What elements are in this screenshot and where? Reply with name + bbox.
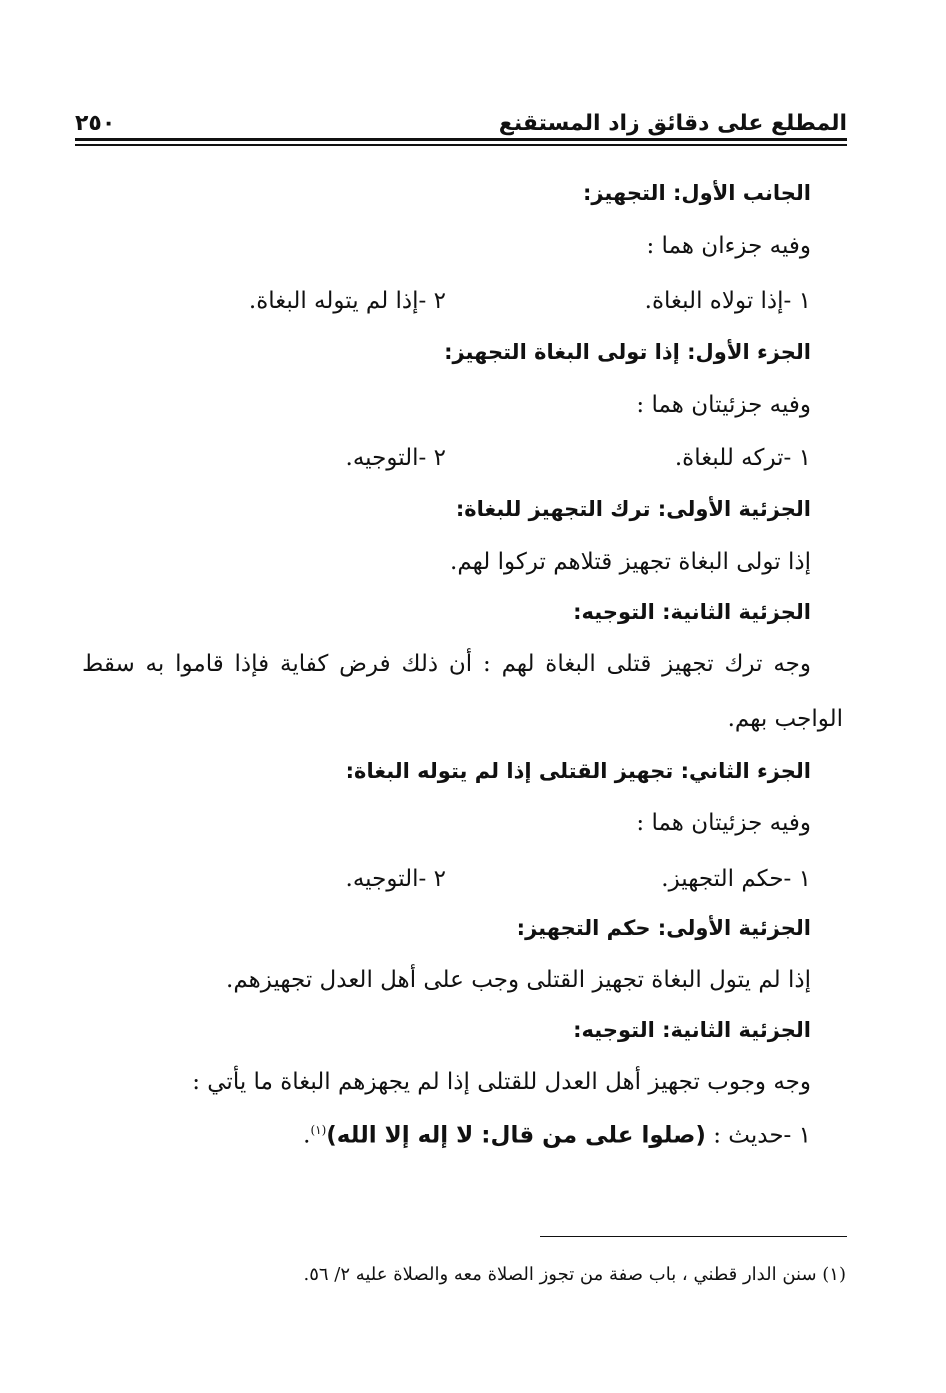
list-prefix: ١ -حديث : (713, 1122, 811, 1149)
subsection-heading: الجزئية الثانية: التوجيه: (573, 600, 811, 624)
header-rule-thick (75, 138, 847, 141)
paragraph: وجه ترك تجهيز قتلى البغاة لهم : أن ذلك فرض كفاية فإذا قاموا به سقط (82, 651, 811, 677)
list-item: ١ -إذا تولاه البغاة. (644, 288, 811, 314)
book-title: المطلع على دقائق زاد المستقنع (498, 111, 847, 136)
paragraph: إذا تولى البغاة تجهيز قتلاهم تركوا لهم. (450, 549, 811, 575)
subsection-heading: الجزء الأول: إذا تولى البغاة التجهيز: (444, 340, 811, 364)
list-item: ٢ -التوجيه. (345, 445, 446, 471)
hadith-quote: (صلوا على من قال: لا إله إلا الله) (326, 1122, 706, 1149)
list-item: ١ -تركه للبغاة. (674, 445, 811, 471)
running-header (75, 96, 847, 136)
list-item: ١ -حكم التجهيز. (661, 866, 811, 892)
paragraph: وفيه جزئيتان هما : (636, 392, 811, 418)
section-heading: الجانب الأول: التجهيز: (582, 181, 811, 205)
list-item: ٢ -التوجيه. (345, 866, 446, 892)
paragraph: وجه وجوب تجهيز أهل العدل للقتلى إذا لم يجهزهم البغاة ما يأتي : (192, 1069, 811, 1095)
page-number: ٢٥٠ (75, 111, 116, 136)
footnote-rule (540, 1236, 847, 1237)
header-rule-thin (75, 144, 847, 146)
subsection-heading: الجزئية الثانية: التوجيه: (573, 1018, 811, 1042)
footnote-ref: (١) (310, 1123, 327, 1137)
hadith-line (303, 1115, 811, 1151)
period: . (303, 1122, 311, 1149)
paragraph: إذا لم يتول البغاة تجهيز القتلى وجب على أهل العدل تجهيزهم. (226, 967, 811, 993)
paragraph: وفيه جزئيتان هما : (636, 810, 811, 836)
paragraph: الواجب بهم. (727, 706, 843, 732)
subsection-heading: الجزئية الأولى: ترك التجهيز للبغاة: (455, 497, 811, 521)
subsection-heading: الجزء الثاني: تجهيز القتلى إذا لم يتوله البغاة: (345, 759, 811, 783)
paragraph: وفيه جزءان هما : (646, 233, 811, 259)
list-item: ٢ -إذا لم يتوله البغاة. (248, 288, 446, 314)
subsection-heading: الجزئية الأولى: حكم التجهيز: (516, 916, 811, 940)
footnote: (١) سنن الدار قطني ، باب صفة من تجوز الصلاة معه والصلاة عليه ٢/ ٥٦. (303, 1264, 846, 1285)
